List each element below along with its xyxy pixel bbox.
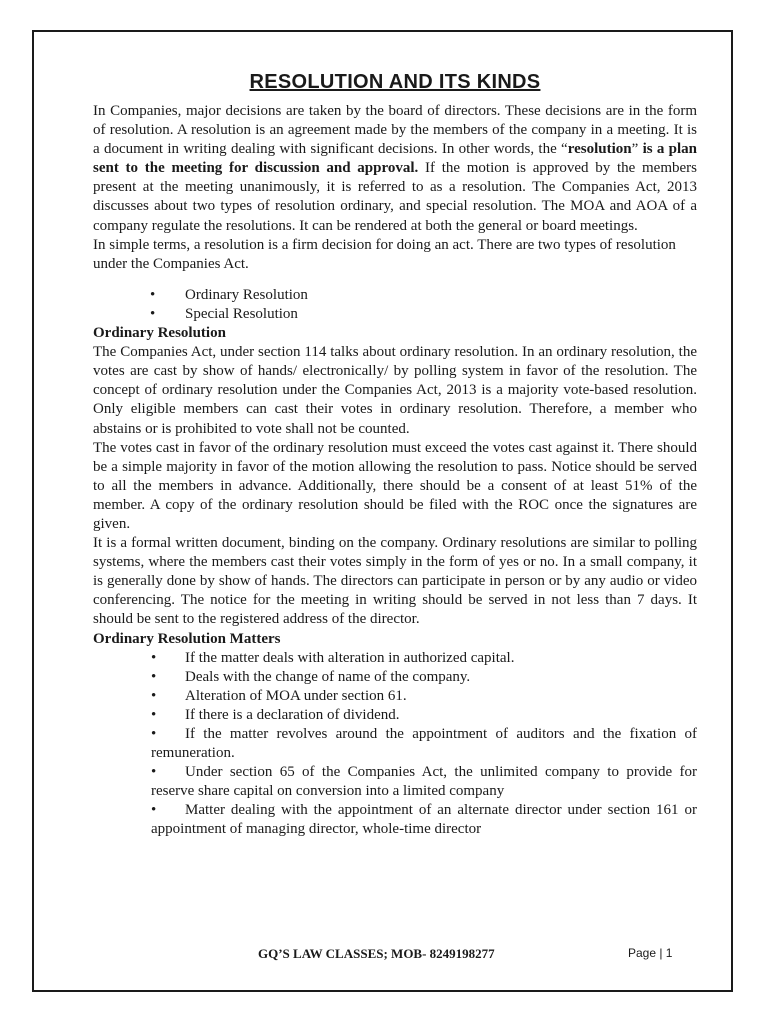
list-item (93, 763, 697, 801)
list-item (93, 305, 697, 324)
list-item-text: Under section 65 of the Companies Act, the unlimited company to provide for reserve share capital on conversion into a limited company (151, 764, 697, 800)
intro-paragraph-1 (93, 102, 697, 236)
resolution-types-list (93, 286, 697, 324)
spacer (93, 274, 697, 286)
bullet-icon: • (151, 726, 157, 742)
list-item-text: Matter dealing with the appointment of an alternate director under section 161 or appointment of managing director, whole-time director (151, 802, 697, 838)
document-title: RESOLUTION AND ITS KINDS (249, 71, 541, 93)
bullet-icon: • (151, 706, 157, 723)
bullet-icon: • (150, 286, 156, 303)
bullet-icon: • (151, 802, 157, 819)
intro-text-end: If the motion is approved by the members present at the meeting unanimously, it is referred to as a resolution. The Companies Act, 2013 discusses about two types of resolution ordinary, and special resolution. The MOA and AOA of a company regulate the resolutions. It can be rendered at both the general or board meetings. (93, 160, 697, 234)
list-item (93, 725, 697, 763)
intro-bold-resolution: resolution (567, 141, 632, 158)
footer-contact: GQ’S LAW CLASSES; MOB- 8249198277 (258, 946, 495, 961)
bullet-icon: • (151, 687, 157, 704)
intro-bold-definition: is a plan sent to the meeting for discussion and approval. (93, 141, 697, 177)
ordinary-paragraph-2: The votes cast in favor of the ordinary resolution must exceed the votes cast against it. There should be a simple majority in favor of the motion allowing the resolution to pass. Notice should be served to all the members in advance. Additionally, there should be a consent of at least 51% of the member. A copy of the ordinary resolution should be filed with the ROC once the signatures are given. (93, 439, 697, 532)
list-item-text: If the matter deals with alteration in authorized capital. (185, 649, 515, 666)
bullet-icon: • (151, 668, 157, 685)
list-item-text: Alteration of MOA under section 61. (185, 687, 407, 704)
list-item (93, 668, 697, 687)
list-item-text: If there is a declaration of dividend. (185, 706, 400, 723)
list-item (93, 801, 697, 839)
ordinary-matters-heading: Ordinary Resolution Matters (93, 630, 281, 647)
intro-text-start: In Companies, major decisions are taken by the board of directors. These decisions are in the form of resolution. A resolution is an agreement made by the members of the company in a meeting. It is a document in writing dealing with significant decisions. In other words, the “ (93, 103, 697, 158)
bullet-icon: • (151, 764, 157, 781)
document-body (93, 68, 697, 840)
intro-text-mid: ” (631, 141, 643, 158)
intro-paragraph-2: In simple terms, a resolution is a firm decision for doing an act. There are two types of resolution under the Companies Act. (93, 236, 676, 272)
bullet-icon: • (151, 649, 157, 666)
list-item-label: Special Resolution (185, 305, 298, 322)
list-item (93, 687, 697, 706)
page-number: Page | 1 (628, 946, 673, 960)
ordinary-paragraph-1: The Companies Act, under section 114 talks about ordinary resolution. In an ordinary resolution, the votes are cast by show of hands/ electronically/ by polling system in favor of the resolution. The concept of ordinary resolution under the Companies Act, 2013 is a majority vote-based resolution. Only eligible members can cast their votes in ordinary resolution. Therefore, a member who abstains or is prohibited to vote shall not be counted. (93, 344, 697, 437)
list-item-text: Deals with the change of name of the company. (185, 668, 471, 685)
list-item (93, 649, 697, 668)
bullet-icon: • (150, 305, 156, 322)
ordinary-paragraph-3: It is a formal written document, binding on the company. Ordinary resolutions are similar to polling systems, where the members cast their votes simply in the form of yes or no. In a small company, it is generally done by show of hands. The directors can participate in person or by any audio or video conferencing. The notice for the meeting in writing should be served in not less than 7 days. It should be sent to the registered address of the director. (93, 535, 697, 628)
list-item-text: If the matter revolves around the appointment of auditors and the fixation of remuneration. (151, 726, 697, 762)
list-item (93, 706, 697, 725)
list-item-label: Ordinary Resolution (185, 286, 308, 303)
list-item (93, 286, 697, 305)
ordinary-resolution-heading: Ordinary Resolution (93, 325, 226, 342)
ordinary-matters-list (93, 649, 697, 840)
